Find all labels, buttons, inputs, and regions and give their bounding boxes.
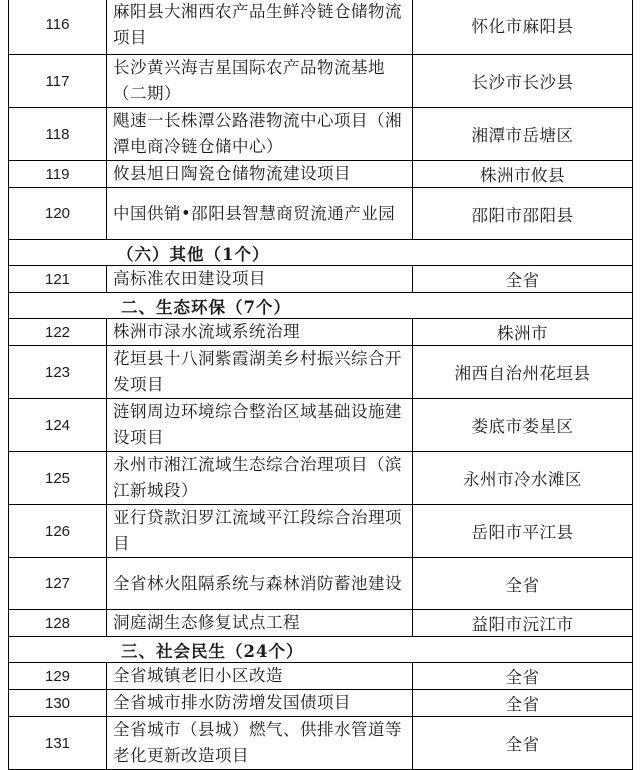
- project-location: 长沙市长沙县: [413, 55, 633, 108]
- project-name: 全省城市排水防涝增发国债项目: [107, 690, 413, 717]
- project-name: 全省林火阻隔系统与森林消防蓄池建设: [107, 558, 413, 610]
- project-name: 攸县旭日陶瓷仓储物流建设项目: [107, 161, 413, 188]
- table-row: [9, 717, 633, 770]
- table-row: [9, 161, 633, 188]
- row-number: 121: [9, 266, 107, 293]
- row-number: 131: [9, 717, 107, 770]
- row-number: 117: [9, 55, 107, 108]
- table-row: [9, 0, 633, 55]
- section-header-row: [9, 240, 633, 266]
- table-row: [9, 319, 633, 346]
- section-header-row: [9, 637, 633, 663]
- row-number: 123: [9, 346, 107, 399]
- project-location: 邵阳市邵阳县: [413, 188, 633, 240]
- row-number: 119: [9, 161, 107, 188]
- project-name: 中国供销•邵阳县智慧商贸流通产业园: [107, 188, 413, 240]
- project-location: 益阳市沅江市: [413, 610, 633, 637]
- project-name: 全省城市（县城）燃气、供排水管道等老化更新改造项目: [107, 717, 413, 770]
- row-number: 128: [9, 610, 107, 637]
- project-location: 湘潭市岳塘区: [413, 108, 633, 161]
- project-table: [8, 0, 633, 770]
- section-header-row: [9, 293, 633, 319]
- project-name: 涟钢周边环境综合整治区域基础设施建设项目: [107, 399, 413, 452]
- project-location: 怀化市麻阳县: [413, 0, 633, 55]
- project-location: 株洲市攸县: [413, 161, 633, 188]
- row-number: 118: [9, 108, 107, 161]
- table-row: [9, 690, 633, 717]
- table-row: [9, 610, 633, 637]
- row-number: 127: [9, 558, 107, 610]
- row-number: 130: [9, 690, 107, 717]
- project-name: 麻阳县大湘西农产品生鲜冷链仓储物流项目: [107, 0, 413, 55]
- row-number: 129: [9, 663, 107, 690]
- project-location: 岳阳市平江县: [413, 505, 633, 558]
- project-name: 全省城镇老旧小区改造: [107, 663, 413, 690]
- project-name: 亚行贷款汨罗江流域平江段综合治理项目: [107, 505, 413, 558]
- table-row: [9, 346, 633, 399]
- project-name: 花垣县十八洞紫霞湖美乡村振兴综合开发项目: [107, 346, 413, 399]
- table-row: [9, 399, 633, 452]
- project-name: 长沙黄兴海吉星国际农产品物流基地（二期）: [107, 55, 413, 108]
- table-row: [9, 188, 633, 240]
- table-row: [9, 558, 633, 610]
- table-row: [9, 663, 633, 690]
- project-name: 永州市湘江流域生态综合治理项目（滨江新城段）: [107, 452, 413, 505]
- row-number: 120: [9, 188, 107, 240]
- table-row: [9, 266, 633, 293]
- project-name: 洞庭湖生态修复试点工程: [107, 610, 413, 637]
- section-other-heading: （六）其他（1个）: [9, 240, 633, 266]
- section-social-heading: 三、社会民生（24个）: [9, 637, 633, 663]
- row-number: 124: [9, 399, 107, 452]
- project-location: 湘西自治州花垣县: [413, 346, 633, 399]
- table-row: [9, 505, 633, 558]
- row-number: 116: [9, 0, 107, 55]
- project-name: 高标准农田建设项目: [107, 266, 413, 293]
- project-location: 全省: [413, 266, 633, 293]
- project-name: 株洲市渌水流域系统治理: [107, 319, 413, 346]
- project-location: 株洲市: [413, 319, 633, 346]
- table-row: [9, 108, 633, 161]
- project-name: 飓速一长株潭公路港物流中心项目（湘潭电商冷链仓储中心）: [107, 108, 413, 161]
- project-location: 娄底市娄星区: [413, 399, 633, 452]
- project-location: 全省: [413, 663, 633, 690]
- project-location: 全省: [413, 717, 633, 770]
- row-number: 125: [9, 452, 107, 505]
- table-row: [9, 55, 633, 108]
- row-number: 122: [9, 319, 107, 346]
- project-location: 永州市冷水滩区: [413, 452, 633, 505]
- project-location: 全省: [413, 558, 633, 610]
- project-location: 全省: [413, 690, 633, 717]
- table-row: [9, 452, 633, 505]
- row-number: 126: [9, 505, 107, 558]
- section-eco-heading: 二、生态环保（7个）: [9, 293, 633, 319]
